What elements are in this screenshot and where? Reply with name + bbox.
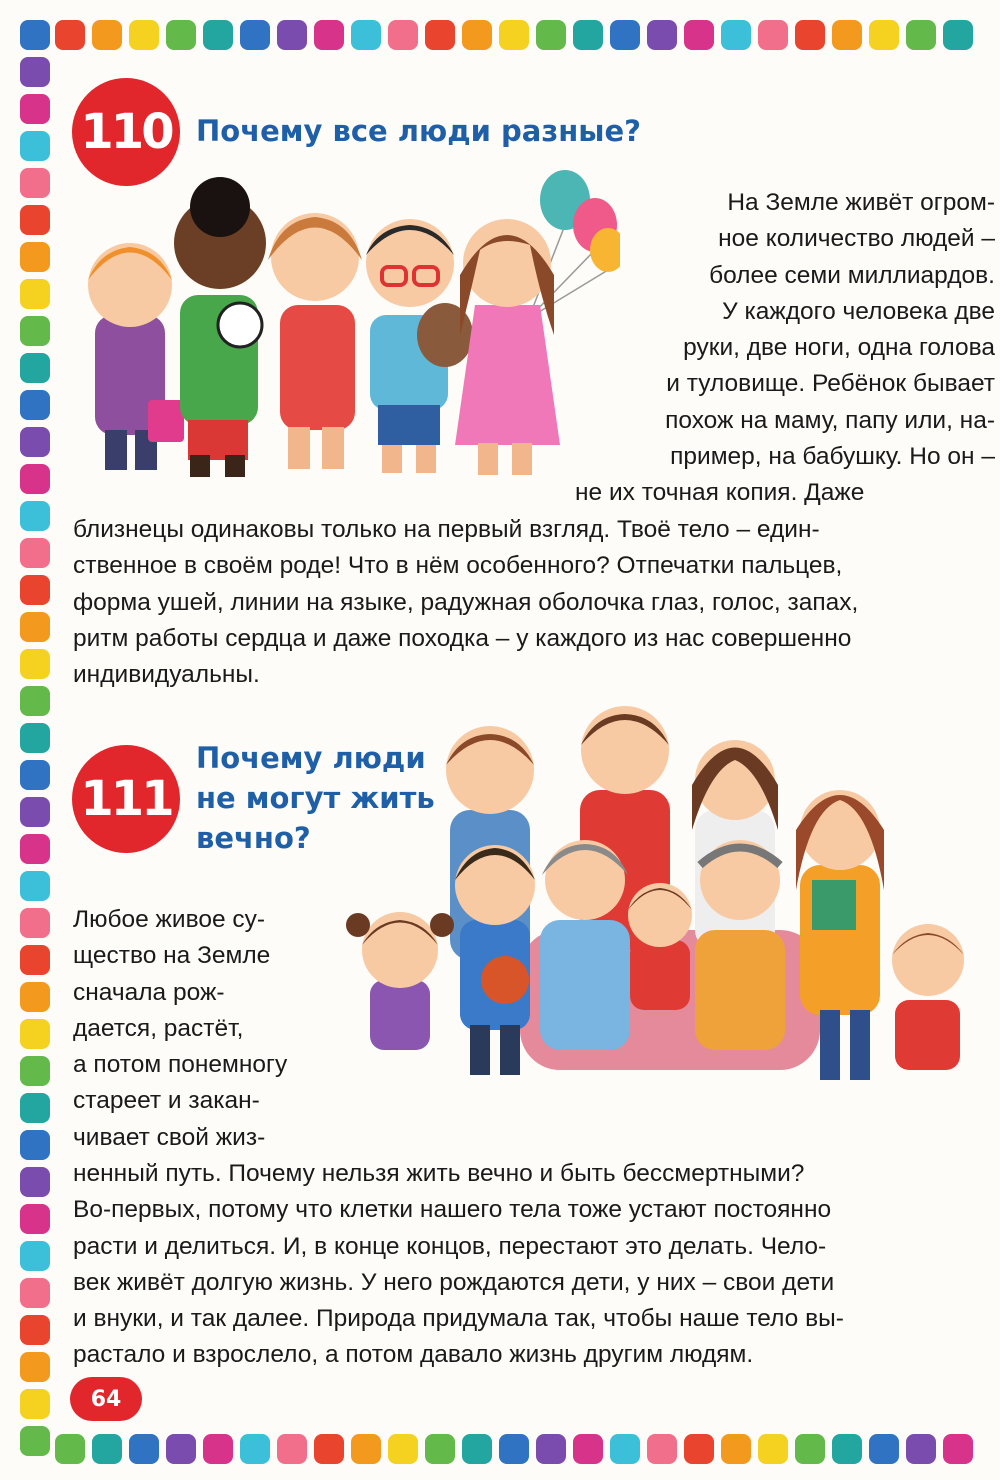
- border-square: [314, 1434, 344, 1464]
- border-square: [869, 20, 899, 50]
- title-line: вечно?: [196, 821, 311, 855]
- text-line: и туловище. Ребёнок бывает: [666, 370, 995, 398]
- border-square: [20, 1315, 50, 1345]
- border-square: [20, 723, 50, 753]
- question-number-badge-111: 111: [72, 745, 180, 853]
- child-3: [268, 213, 362, 469]
- border-square: [92, 20, 122, 50]
- border-square: [647, 1434, 677, 1464]
- border-square: [92, 1434, 122, 1464]
- border-square: [758, 1434, 788, 1464]
- text-line: близнецы одинаковы только на первый взгляд. Твоё тело – един-: [73, 516, 820, 543]
- border-square: [203, 1434, 233, 1464]
- text-line: век живёт долгую жизнь. У него рождаются дети, у них – свои дети: [73, 1268, 835, 1296]
- border-square: [20, 1278, 50, 1308]
- text-line: а потом понемногу: [73, 1051, 288, 1079]
- border-square: [20, 612, 50, 642]
- border-square: [499, 1434, 529, 1464]
- border-square: [943, 1434, 973, 1464]
- text-line: и внуки, и так далее. Природа придумала так, чтобы наше тело вы-: [73, 1305, 844, 1333]
- title-line: Почему люди: [196, 741, 426, 775]
- border-square: [314, 20, 344, 50]
- border-square: [351, 1434, 381, 1464]
- border-square: [129, 1434, 159, 1464]
- answer-text-111-left: [73, 902, 373, 1156]
- text-line: ственное в своём роде! Что в нём особенного? Отпечатки пальцев,: [73, 552, 843, 580]
- border-square: [20, 1204, 50, 1234]
- border-square: [684, 20, 714, 50]
- text-line: пример, на бабушку. Но он –: [670, 443, 995, 471]
- text-line: индивидуальны.: [73, 661, 260, 689]
- border-square: [425, 20, 455, 50]
- top-border: [0, 20, 1000, 56]
- border-square: [20, 760, 50, 790]
- border-square: [832, 20, 862, 50]
- child-5: [455, 219, 560, 475]
- border-square: [388, 1434, 418, 1464]
- text-line: ритм работы сердца и даже походка – у каждого из нас совершенно: [73, 624, 852, 652]
- border-square: [166, 20, 196, 50]
- border-square: [462, 1434, 492, 1464]
- border-square: [351, 20, 381, 50]
- border-square: [20, 168, 50, 198]
- page-number: 64: [70, 1377, 142, 1421]
- child-1: [88, 243, 184, 470]
- border-square: [20, 242, 50, 272]
- border-square: [20, 1130, 50, 1160]
- border-square: [573, 20, 603, 50]
- border-square: [20, 501, 50, 531]
- border-square: [758, 20, 788, 50]
- border-square: [277, 1434, 307, 1464]
- border-square: [721, 20, 751, 50]
- text-line: чивает свой жиз-: [73, 1123, 266, 1151]
- border-square: [20, 575, 50, 605]
- border-square: [20, 464, 50, 494]
- text-line: более семи миллиардов.: [709, 261, 995, 289]
- border-square: [795, 1434, 825, 1464]
- text-line: стареет и закан-: [73, 1087, 260, 1115]
- border-square: [425, 1434, 455, 1464]
- border-square: [20, 908, 50, 938]
- border-square: [20, 945, 50, 975]
- text-line: ненный путь. Почему нельзя жить вечно и быть бессмертными?: [73, 1160, 805, 1187]
- border-square: [388, 20, 418, 50]
- border-square: [20, 316, 50, 346]
- border-square: [573, 1434, 603, 1464]
- text-line: сначала рож-: [73, 978, 225, 1006]
- left-border: [20, 0, 56, 1480]
- border-square: [20, 1093, 50, 1123]
- question-number-badge-110: 110: [72, 78, 180, 186]
- border-square: [20, 1241, 50, 1271]
- border-square: [20, 686, 50, 716]
- border-square: [20, 279, 50, 309]
- answer-text-110-bottom: [73, 512, 983, 693]
- grandpa-glasses-figure: [695, 840, 785, 1050]
- border-square: [20, 1056, 50, 1086]
- text-line: форма ушей, линии на языке, радужная оболочка глаз, голос, запах,: [73, 588, 859, 616]
- boy-right-figure: [892, 924, 964, 1070]
- border-square: [536, 1434, 566, 1464]
- border-square: [832, 1434, 862, 1464]
- border-square: [20, 797, 50, 827]
- text-line: руки, две ноги, одна голова: [683, 334, 995, 362]
- text-line: растало и взрослело, а потом давало жизнь другим людям.: [73, 1341, 754, 1369]
- border-square: [20, 353, 50, 383]
- border-square: [20, 205, 50, 235]
- answer-text-111-bottom: [73, 1156, 983, 1374]
- text-line: похож на маму, папу или, на-: [665, 406, 995, 434]
- border-square: [721, 1434, 751, 1464]
- border-square: [20, 1389, 50, 1419]
- border-square: [610, 1434, 640, 1464]
- border-square: [166, 1434, 196, 1464]
- border-square: [536, 20, 566, 50]
- border-square: [20, 649, 50, 679]
- border-square: [20, 390, 50, 420]
- child-2: [174, 177, 266, 477]
- grandmother-figure: [540, 840, 630, 1050]
- border-square: [20, 1167, 50, 1197]
- border-square: [277, 20, 307, 50]
- border-square: [20, 538, 50, 568]
- border-square: [20, 1019, 50, 1049]
- title-line: не могут жить: [196, 781, 435, 815]
- border-square: [129, 20, 159, 50]
- border-square: [869, 1434, 899, 1464]
- border-square: [647, 20, 677, 50]
- border-square: [203, 20, 233, 50]
- border-square: [906, 1434, 936, 1464]
- border-square: [499, 20, 529, 50]
- text-line: У каждого человека две: [722, 297, 995, 325]
- text-line: щество на Земле: [73, 942, 271, 970]
- border-square: [684, 1434, 714, 1464]
- border-square: [55, 1434, 85, 1464]
- border-square: [240, 1434, 270, 1464]
- border-square: [240, 20, 270, 50]
- border-square: [20, 131, 50, 161]
- bottom-border: [0, 1434, 1000, 1470]
- children-illustration: [60, 165, 620, 495]
- border-square: [20, 871, 50, 901]
- text-line: На Земле живёт огром-: [727, 189, 995, 216]
- border-square: [20, 57, 50, 87]
- answer-text-110-top: [575, 185, 995, 512]
- text-line: не их точная копия. Даже: [575, 479, 865, 507]
- border-square: [462, 20, 492, 50]
- family-illustration: [330, 690, 990, 1100]
- border-square: [20, 834, 50, 864]
- border-square: [610, 20, 640, 50]
- boy-center-figure: [628, 883, 692, 1010]
- border-square: [20, 1426, 50, 1456]
- text-line: Во-первых, потому что клетки нашего тела тоже устают постоянно: [73, 1196, 832, 1224]
- border-square: [20, 1352, 50, 1382]
- text-line: ное количество людей –: [718, 225, 995, 253]
- border-square: [943, 20, 973, 50]
- border-square: [20, 94, 50, 124]
- border-square: [795, 20, 825, 50]
- text-line: Любое живое су-: [73, 906, 266, 933]
- border-square: [906, 20, 936, 50]
- text-line: дается, растёт,: [73, 1014, 244, 1042]
- question-title-110: Почему все люди разные?: [196, 114, 641, 148]
- border-square: [20, 20, 50, 50]
- border-square: [20, 427, 50, 457]
- text-line: расти и делиться. И, в конце концов, перестают это делать. Чело-: [73, 1232, 827, 1260]
- border-square: [20, 982, 50, 1012]
- border-square: [55, 20, 85, 50]
